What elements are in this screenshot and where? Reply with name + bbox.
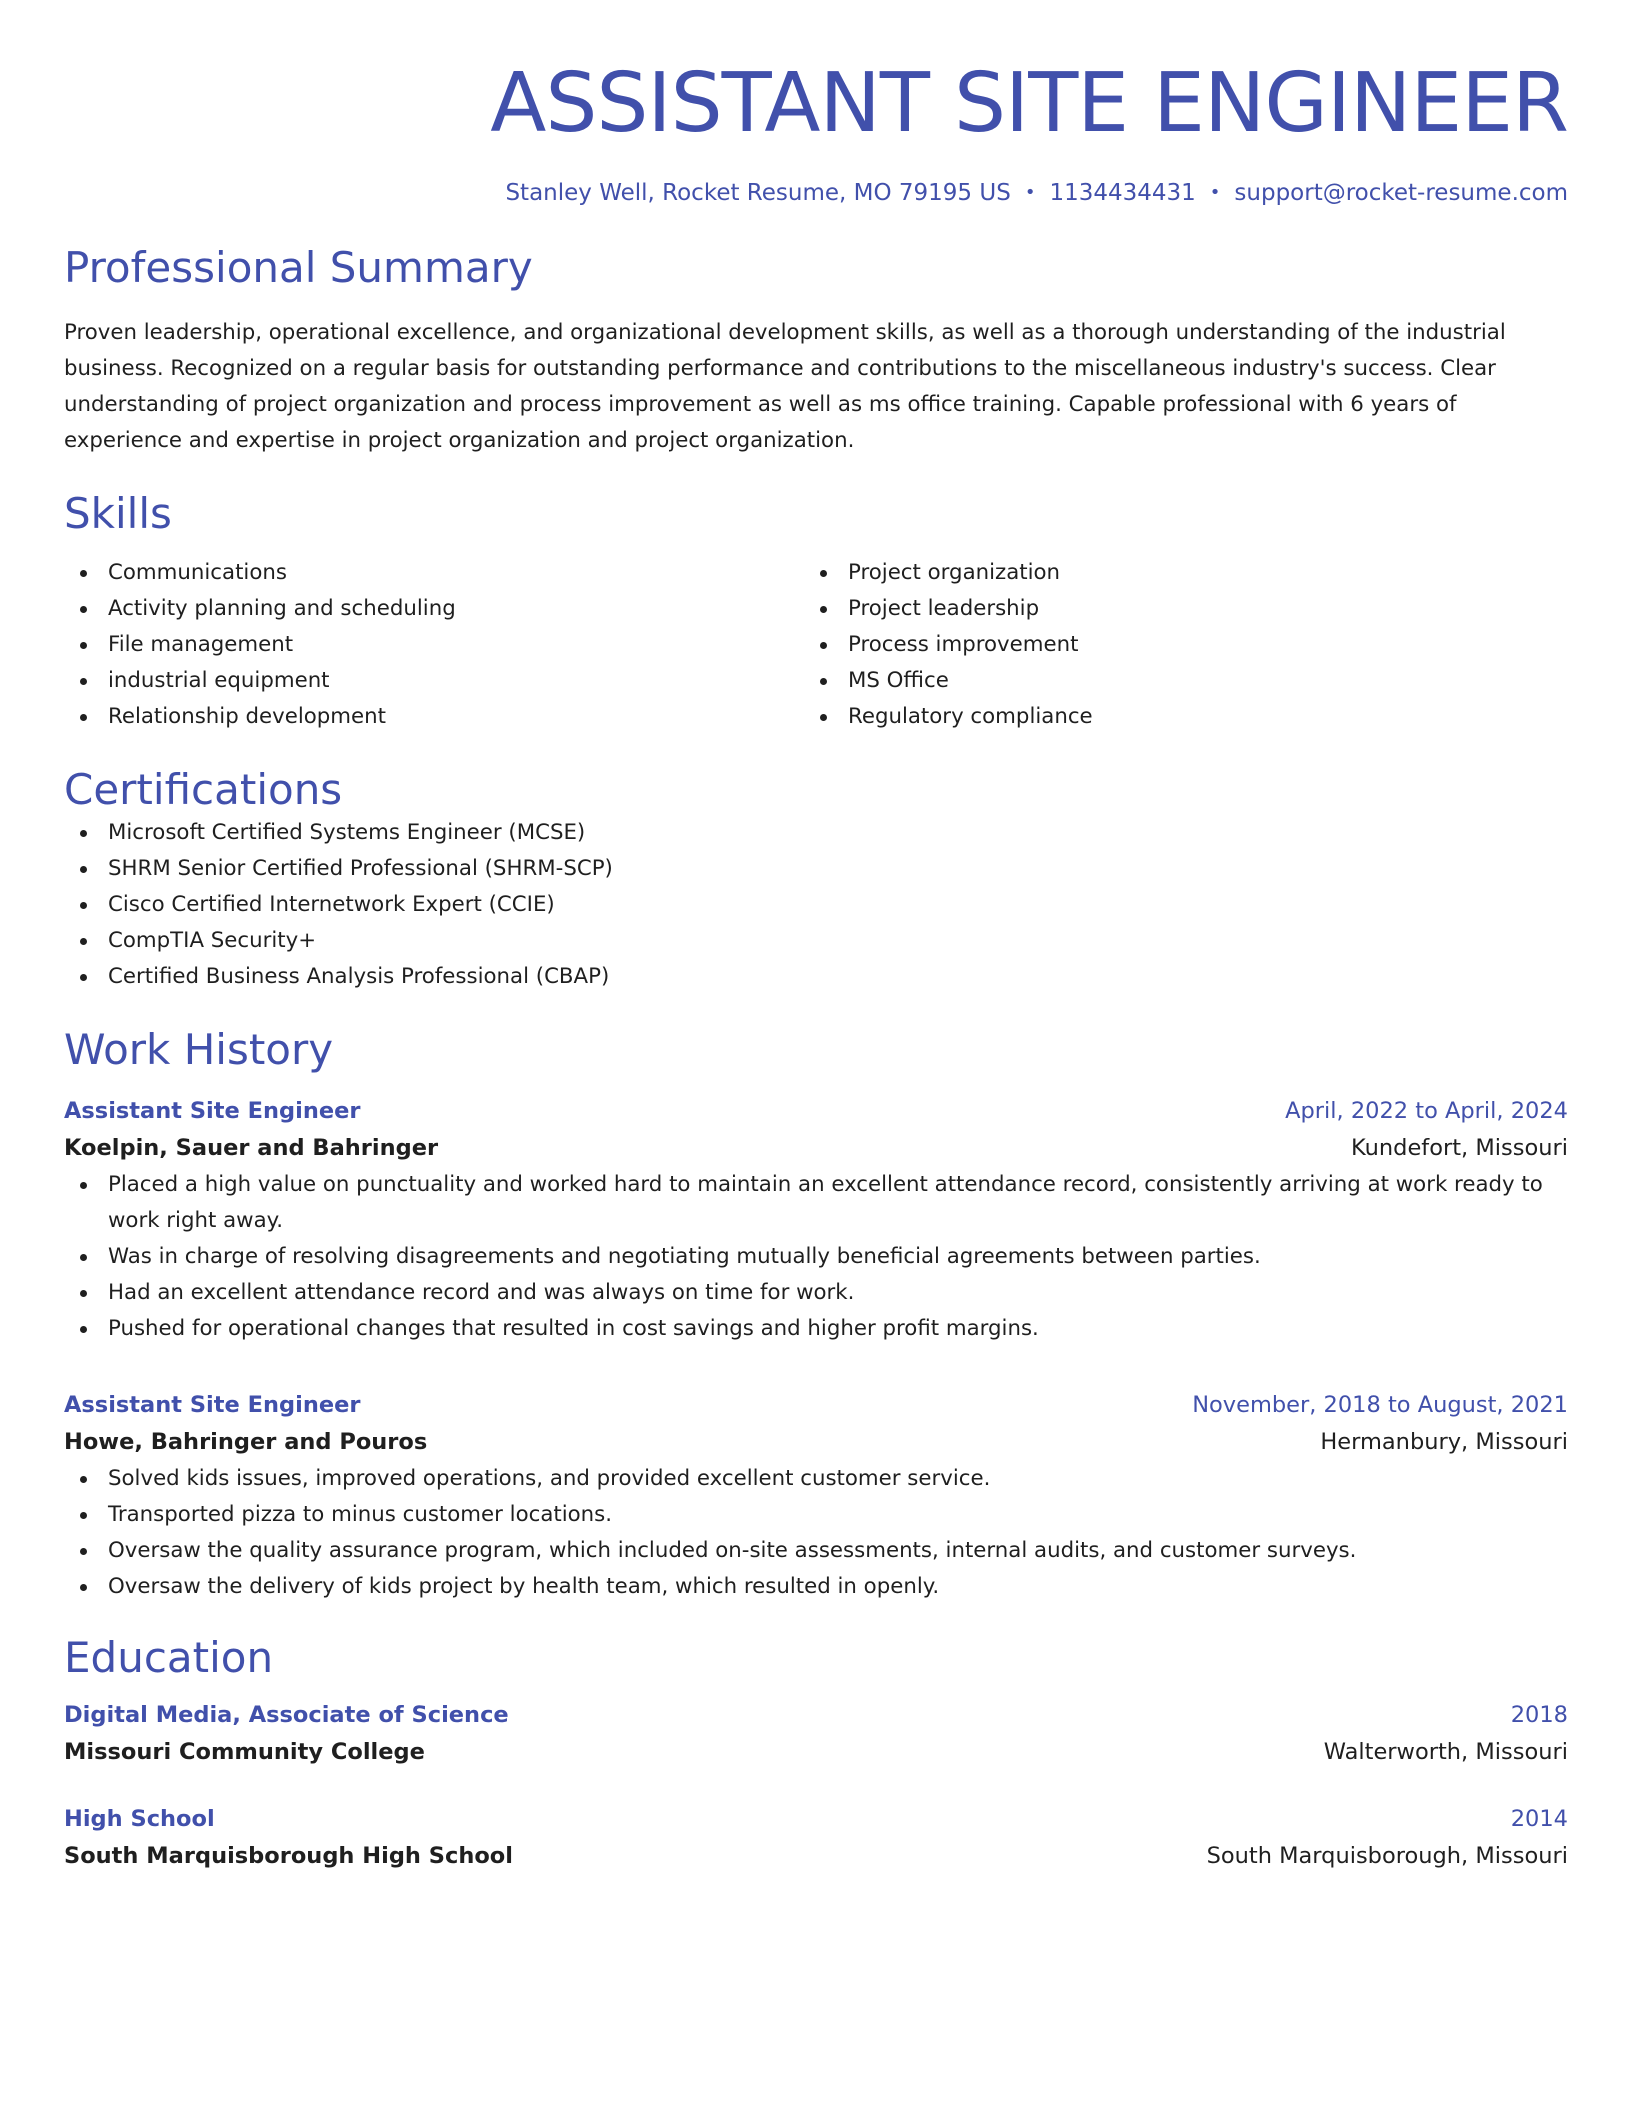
- job-bullet: Oversaw the delivery of kids project by health team, which resulted in openly.: [64, 1569, 1568, 1605]
- skill-item: MS Office: [804, 663, 1544, 699]
- job-bullet: Placed a high value on punctuality and worked hard to maintain an excellent attendance record, consistently arriving at work ready to work right away.: [64, 1167, 1568, 1239]
- job-bullet: Transported pizza to minus customer locations.: [64, 1497, 1568, 1533]
- contact-line: [64, 178, 1568, 208]
- job-bullet: Was in charge of resolving disagreements and negotiating mutually beneficial agreements between parties.: [64, 1239, 1568, 1275]
- work-history-section: [64, 1025, 1568, 1605]
- education-year: 2014: [1510, 1806, 1568, 1832]
- job-role: Assistant Site Engineer: [64, 1098, 361, 1124]
- education-location: Walterworth, Missouri: [1323, 1739, 1568, 1765]
- job-entry: [64, 1093, 1568, 1347]
- resume-title: ASSISTANT SITE ENGINEER: [490, 56, 1568, 151]
- work-history-heading: Work History: [64, 1025, 334, 1074]
- education-school: Missouri Community College: [64, 1739, 425, 1765]
- summary-text: Proven leadership, operational excellence, and organizational development skills, as well as a thorough understanding of the industrial business. Recognized on a regular basis for outstanding performance and contributions to the miscellaneous industry's success. Clear understanding of project organization and process improvement as well as ms office training. Capable professional with 6 years of experience and expertise in project organization and project organization.: [64, 320, 1506, 453]
- summary-section: [64, 243, 1568, 459]
- job-bullet: Pushed for operational changes that resulted in cost savings and higher profit margins.: [64, 1311, 1568, 1347]
- summary-heading: Professional Summary: [64, 243, 533, 292]
- job-bullet: Solved kids issues, improved operations, and provided excellent customer service.: [64, 1461, 1568, 1497]
- job-bullets: [64, 1461, 1568, 1605]
- job-location: Kundefort, Missouri: [1351, 1135, 1568, 1161]
- education-degree: High School: [64, 1806, 215, 1832]
- certification-item: SHRM Senior Certified Professional (SHRM-SCP): [64, 851, 1568, 887]
- job-company-row: [64, 1423, 1568, 1461]
- job-company-row: [64, 1129, 1568, 1167]
- job-role: Assistant Site Engineer: [64, 1392, 361, 1418]
- certification-item: Certified Business Analysis Professional (CBAP): [64, 959, 1568, 995]
- skill-item: Activity planning and scheduling: [64, 591, 804, 627]
- education-section: [64, 1633, 1568, 1875]
- education-entry: [64, 1801, 1568, 1875]
- education-entry: [64, 1697, 1568, 1771]
- job-bullets: [64, 1167, 1568, 1347]
- skill-item: Regulatory compliance: [804, 699, 1544, 735]
- education-heading: Education: [64, 1633, 274, 1682]
- job-title-row: [64, 1387, 1568, 1423]
- education-school: South Marquisborough High School: [64, 1843, 513, 1869]
- contact-phone: 1134434431: [1049, 180, 1196, 206]
- education-degree: Digital Media, Associate of Science: [64, 1702, 509, 1728]
- skill-item: industrial equipment: [64, 663, 804, 699]
- job-company: Howe, Bahringer and Pouros: [64, 1429, 428, 1455]
- skill-item: Relationship development: [64, 699, 804, 735]
- skills-column-left: [64, 555, 804, 735]
- contact-separator: •: [1024, 182, 1036, 203]
- contact-address: Stanley Well, Rocket Resume, MO 79195 US: [505, 180, 1011, 206]
- certification-item: Cisco Certified Internetwork Expert (CCIE): [64, 887, 1568, 923]
- skill-item: Communications: [64, 555, 804, 591]
- certifications-section: [64, 765, 1568, 995]
- education-school-row: [64, 1837, 1568, 1875]
- job-dates: April, 2022 to April, 2024: [1285, 1098, 1568, 1124]
- education-school-row: [64, 1733, 1568, 1771]
- skills-heading: Skills: [64, 489, 172, 538]
- resume-header: [64, 56, 1568, 208]
- certification-item: Microsoft Certified Systems Engineer (MCSE): [64, 815, 1568, 851]
- skill-item: Project organization: [804, 555, 1544, 591]
- job-bullet: Oversaw the quality assurance program, which included on-site assessments, internal audits, and customer surveys.: [64, 1533, 1568, 1569]
- education-degree-row: [64, 1801, 1568, 1837]
- certifications-heading: Certifications: [64, 765, 343, 814]
- certifications-list: [64, 815, 1568, 995]
- job-company: Koelpin, Sauer and Bahringer: [64, 1135, 439, 1161]
- skills-column-right: [804, 555, 1544, 735]
- skill-item: Project leadership: [804, 591, 1544, 627]
- skills-grid: [64, 555, 1568, 735]
- certification-item: CompTIA Security+: [64, 923, 1568, 959]
- skill-item: Process improvement: [804, 627, 1544, 663]
- contact-email: support@rocket-resume.com: [1234, 180, 1568, 206]
- job-location: Hermanbury, Missouri: [1320, 1429, 1568, 1455]
- education-year: 2018: [1510, 1702, 1568, 1728]
- job-entry: [64, 1387, 1568, 1605]
- contact-separator: •: [1209, 182, 1221, 203]
- job-dates: November, 2018 to August, 2021: [1192, 1392, 1568, 1418]
- education-location: South Marquisborough, Missouri: [1206, 1843, 1568, 1869]
- skills-section: [64, 489, 1568, 735]
- skill-item: File management: [64, 627, 804, 663]
- job-title-row: [64, 1093, 1568, 1129]
- job-bullet: Had an excellent attendance record and was always on time for work.: [64, 1275, 1568, 1311]
- education-degree-row: [64, 1697, 1568, 1733]
